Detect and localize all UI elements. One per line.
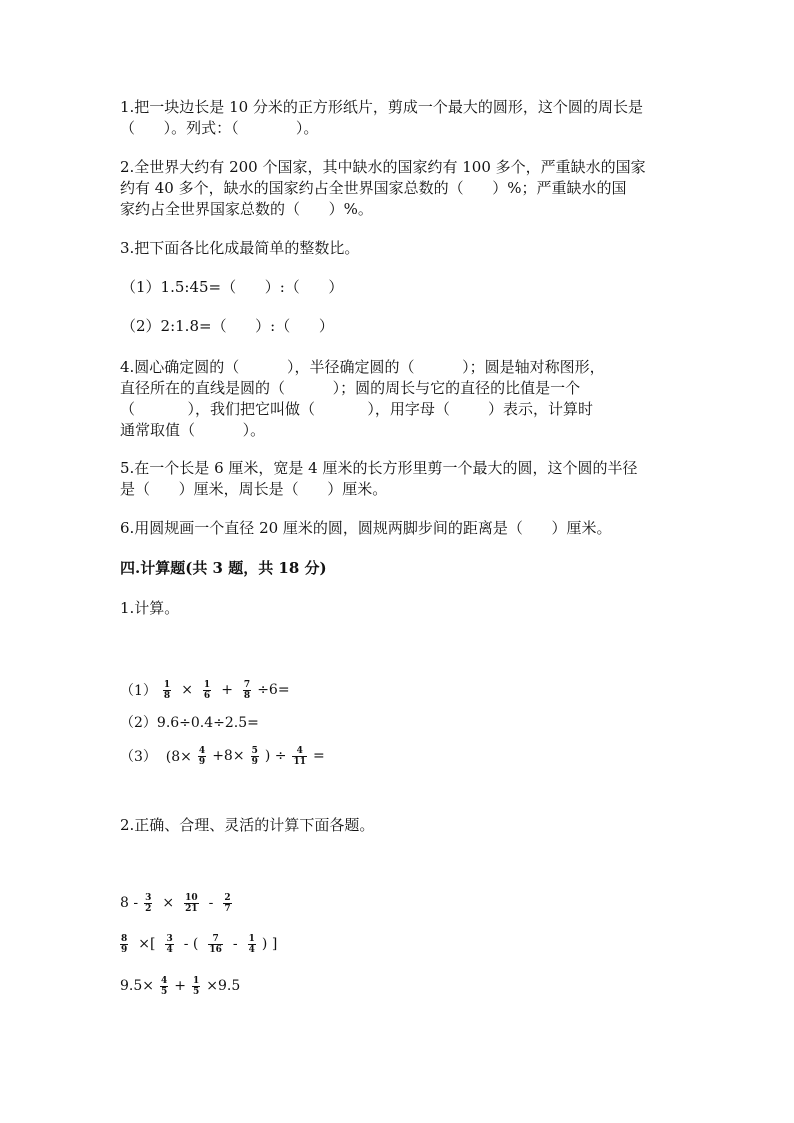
q4-line-1: 4.圆心确定圆的（ ），半径确定圆的（ ）；圆是轴对称图形， — [120, 358, 605, 376]
fraction — [243, 680, 251, 701]
q6-line-1: 6.用圆规画一个直径 20 厘米的圆，圆规两脚步间的距离是（ ）厘米。 — [120, 519, 612, 537]
denominator: 21 — [185, 903, 198, 914]
fraction — [223, 893, 231, 914]
numerator: 4 — [161, 975, 168, 986]
fraction — [208, 934, 223, 955]
calc1-expr-3 — [120, 741, 325, 771]
expr-text: （3） (8× — [120, 749, 192, 765]
q4-line-3: （ ），我们把它叫做（ ），用字母（ ）表示，计算时 — [120, 400, 594, 418]
fraction — [248, 934, 256, 955]
numerator: 1 — [203, 679, 211, 690]
operator: + — [174, 978, 186, 994]
numerator: 1 — [248, 933, 255, 944]
denominator: 16 — [209, 944, 222, 955]
numerator: 1 — [193, 975, 200, 986]
expr-text: ×9.5 — [206, 978, 241, 994]
denominator: 5 — [161, 986, 168, 997]
expr-text: ) ] — [261, 936, 278, 952]
q2-line-1: 2.全世界大约有 200 个国家，其中缺水的国家约有 100 多个，严重缺水的国家 — [120, 158, 646, 176]
calc2-title: 2.正确、合理、灵活的计算下面各题。 — [120, 816, 375, 834]
section-heading: 四.计算题(共 3 题，共 18 分) — [120, 559, 327, 577]
denominator: 8 — [243, 690, 251, 701]
numerator: 3 — [166, 933, 173, 944]
fraction — [165, 934, 173, 955]
expr-text: ) ÷ — [264, 748, 287, 764]
q3-item-1: （1）1.5:45=（ ）:（ ） — [121, 278, 344, 296]
numerator: 10 — [185, 892, 198, 903]
expr-text: = — [313, 748, 325, 764]
fraction — [292, 746, 307, 767]
q4-line-2: 直径所在的直线是圆的（ ）；圆的周长与它的直径的比值是一个 — [120, 379, 581, 397]
numerator: 7 — [212, 933, 219, 944]
numerator: 8 — [121, 933, 128, 944]
calc2-expr-1 — [120, 888, 238, 918]
q1-line-2: （ ）。列式：（ ）。 — [120, 119, 319, 137]
numerator: 4 — [198, 745, 206, 756]
q1-line-1: 1.把一块边长是 10 分米的正方形纸片，剪成一个最大的圆形，这个圆的周长是 — [120, 98, 643, 116]
numerator: 3 — [145, 892, 152, 903]
expr-text: （1） — [120, 683, 157, 699]
q2-line-3: 家约占全世界国家总数的（ ）%。 — [120, 200, 373, 218]
expr-text: （2）9.6÷0.4÷2.5= — [120, 715, 259, 731]
denominator: 8 — [163, 690, 171, 701]
numerator: 1 — [163, 679, 171, 690]
calc1-expr-2 — [120, 707, 259, 737]
operator: × — [181, 682, 193, 698]
q2-line-2: 约有 40 多个，缺水的国家约占全世界国家总数的（ ）%；严重缺水的国 — [120, 179, 627, 197]
denominator: 11 — [293, 756, 307, 767]
q5-line-2: 是（ ）厘米，周长是（ ）厘米。 — [120, 480, 388, 498]
expr-text: ÷6= — [257, 682, 290, 698]
denominator: 6 — [203, 690, 211, 701]
operator: - — [232, 936, 238, 952]
numerator: 7 — [243, 679, 251, 690]
calc1-expr-1 — [120, 675, 290, 705]
expr-text: 8 - — [120, 895, 139, 911]
fraction — [251, 746, 259, 767]
q5-line-1: 5.在一个长是 6 厘米，宽是 4 厘米的长方形里剪一个最大的圆，这个圆的半径 — [120, 459, 638, 477]
operator: ×[ — [138, 936, 156, 952]
denominator: 4 — [166, 944, 173, 955]
expr-text: +8× — [212, 748, 245, 764]
denominator: 9 — [198, 756, 206, 767]
fraction — [163, 680, 171, 701]
operator: - ( — [183, 936, 199, 952]
q4-line-4: 通常取值（ ）。 — [120, 421, 266, 439]
q3-item-2: （2）2:1.8=（ ）:（ ） — [121, 317, 334, 335]
numerator: 2 — [224, 892, 231, 903]
operator: × — [162, 895, 175, 911]
calc1-title: 1.计算。 — [120, 599, 180, 617]
operator: + — [221, 682, 233, 698]
denominator: 4 — [248, 944, 255, 955]
denominator: 2 — [145, 903, 152, 914]
numerator: 5 — [251, 745, 258, 756]
fraction — [160, 976, 168, 997]
fraction — [184, 893, 199, 914]
operator: - — [208, 895, 214, 911]
calc2-expr-3 — [120, 971, 240, 1001]
denominator: 5 — [193, 986, 200, 997]
fraction — [192, 976, 200, 997]
fraction — [120, 934, 128, 955]
expr-text: 9.5× — [120, 978, 154, 994]
denominator: 9 — [251, 756, 258, 767]
q3-title: 3.把下面各比化成最简单的整数比。 — [120, 239, 360, 257]
fraction — [144, 893, 152, 914]
fraction — [198, 746, 206, 767]
fraction — [203, 680, 211, 701]
calc2-expr-2 — [120, 929, 277, 959]
denominator: 7 — [224, 903, 231, 914]
denominator: 9 — [121, 944, 128, 955]
numerator: 4 — [296, 745, 303, 756]
